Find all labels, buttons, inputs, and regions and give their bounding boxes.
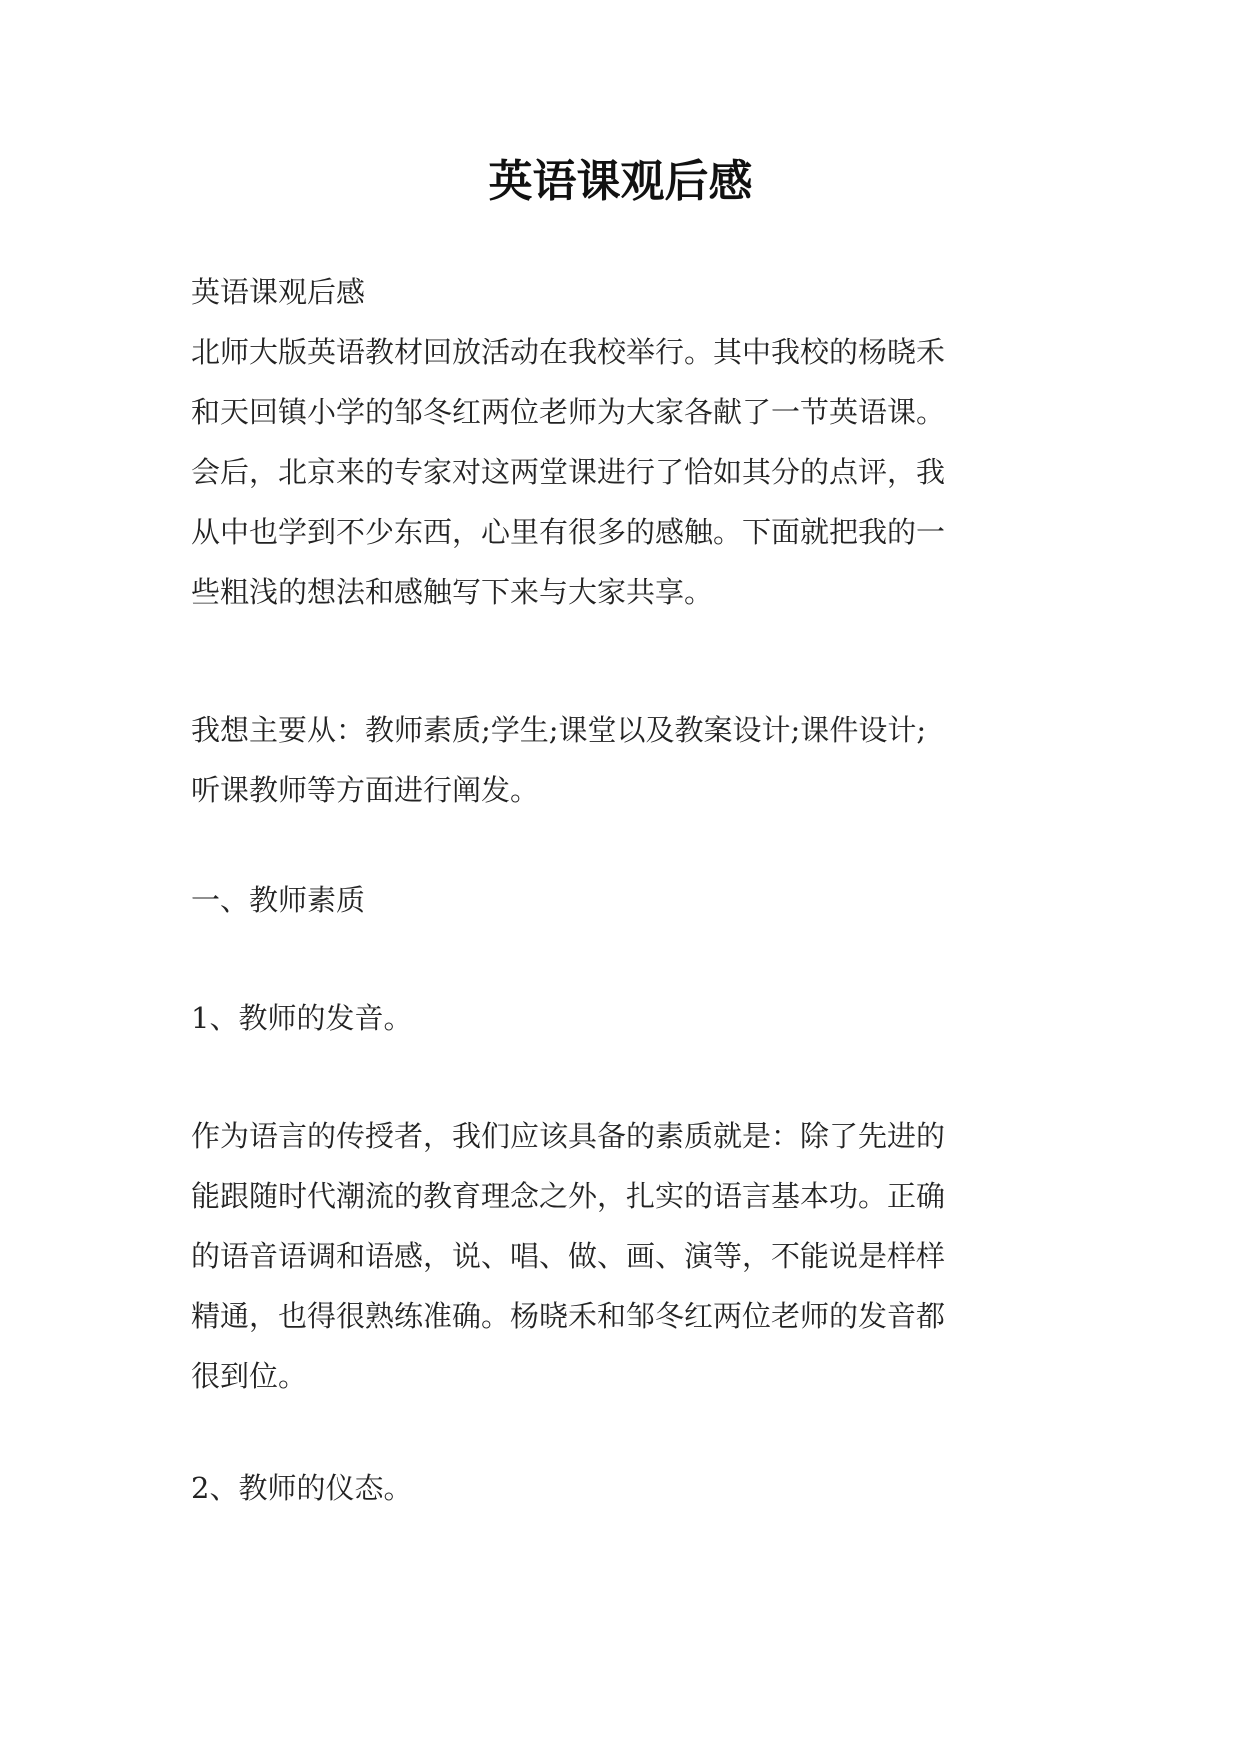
aspects-line: 我想主要从：教师素质;学生;课堂以及教案设计;课件设计; — [191, 713, 927, 747]
section-heading-text: 一、教师素质 — [191, 883, 366, 917]
aspects-line: 听课教师等方面进行阐发。 — [191, 773, 540, 807]
item-heading-text: 1、教师的发音。 — [191, 1001, 413, 1035]
pronunciation-line: 作为语言的传授者，我们应该具备的素质就是：除了先进的 — [191, 1119, 946, 1153]
intro-line: 会后，北京来的专家对这两堂课进行了恰如其分的点评，我 — [191, 455, 946, 489]
section-heading-teacher-quality — [191, 870, 1071, 930]
intro-line-subtitle: 英语课观后感 — [191, 275, 366, 309]
pronunciation-line: 很到位。 — [191, 1359, 308, 1393]
aspects-paragraph — [191, 700, 1071, 820]
item-heading-pronunciation — [191, 988, 1071, 1048]
intro-line: 北师大版英语教材回放活动在我校举行。其中我校的杨晓禾 — [191, 335, 946, 369]
intro-line: 和天回镇小学的邹冬红两位老师为大家各献了一节英语课。 — [191, 395, 946, 429]
intro-line: 些粗浅的想法和感触写下来与大家共享。 — [191, 575, 714, 609]
pronunciation-paragraph — [191, 1106, 1071, 1406]
document-title: 英语课观后感 — [488, 156, 753, 207]
pronunciation-line: 能跟随时代潮流的教育理念之外，扎实的语言基本功。正确 — [191, 1179, 946, 1213]
intro-line: 从中也学到不少东西，心里有很多的感触。下面就把我的一 — [191, 515, 946, 549]
item-heading-text: 2、教师的仪态。 — [191, 1471, 413, 1505]
pronunciation-line: 精通，也得很熟练准确。杨晓禾和邹冬红两位老师的发音都 — [191, 1299, 946, 1333]
item-heading-demeanor — [191, 1458, 1071, 1518]
pronunciation-line: 的语音语调和语感，说、唱、做、画、演等，不能说是样样 — [191, 1239, 946, 1273]
intro-paragraph — [191, 262, 1071, 622]
